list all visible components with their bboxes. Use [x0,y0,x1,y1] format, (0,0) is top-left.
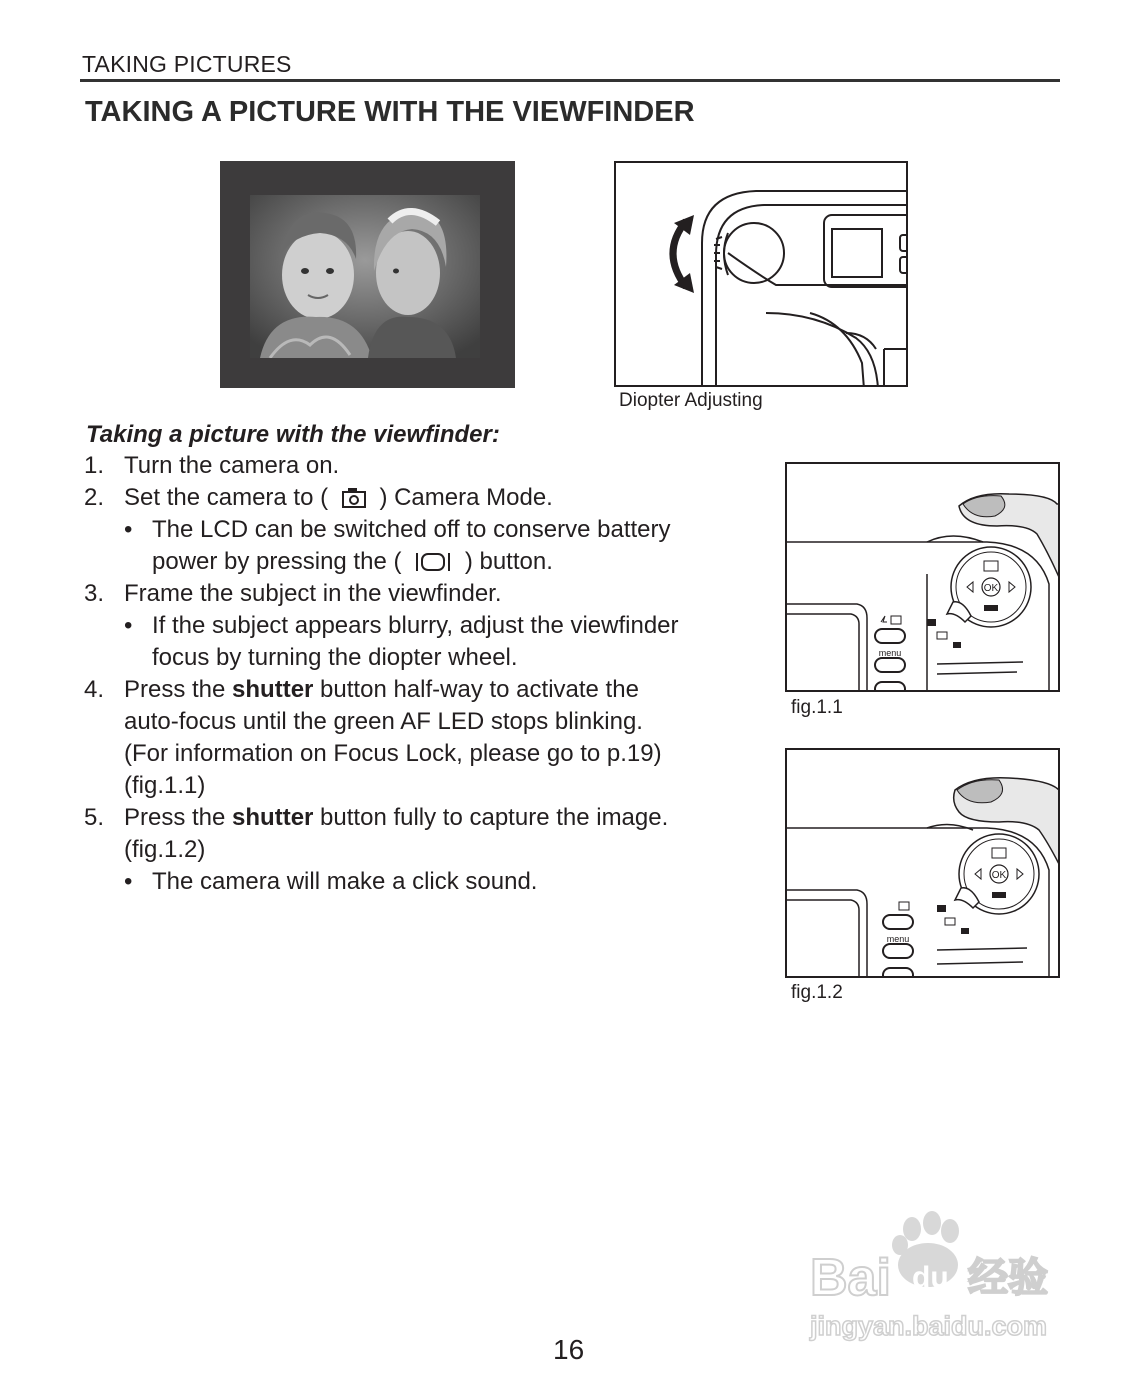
menu-label: menu [878,648,902,658]
page-title: TAKING A PICTURE WITH THE VIEWFINDER [85,96,695,128]
watermark-brand2: du [912,1261,949,1294]
instructions-heading: Taking a picture with the viewfinder: [86,421,500,448]
camera-mode-icon [341,487,367,516]
page-number: 16 [553,1334,585,1365]
watermark-brand: Bai [810,1249,891,1307]
ok-label-2: OK [991,870,1007,881]
menu-label-2: menu [886,934,910,944]
baidu-watermark [800,1205,1070,1350]
fig-1-2-caption: fig.1.2 [791,982,843,1003]
children-photo [250,195,480,358]
section-label: TAKING PICTURES [82,51,292,77]
lcd-button-icon [414,551,452,580]
header-rule [80,79,1060,82]
ok-label: OK [983,583,999,594]
fig-1-1-caption: fig.1.1 [791,697,843,718]
diopter-figure [614,161,908,387]
watermark-url: jingyan.baidu.com [810,1311,1048,1341]
figure-1-2 [785,748,1060,978]
watermark-cn: 经验 [968,1255,1048,1301]
figure-1-1 [785,462,1060,692]
rotate-arrow-icon [673,215,694,293]
diopter-caption: Diopter Adjusting [619,390,763,411]
